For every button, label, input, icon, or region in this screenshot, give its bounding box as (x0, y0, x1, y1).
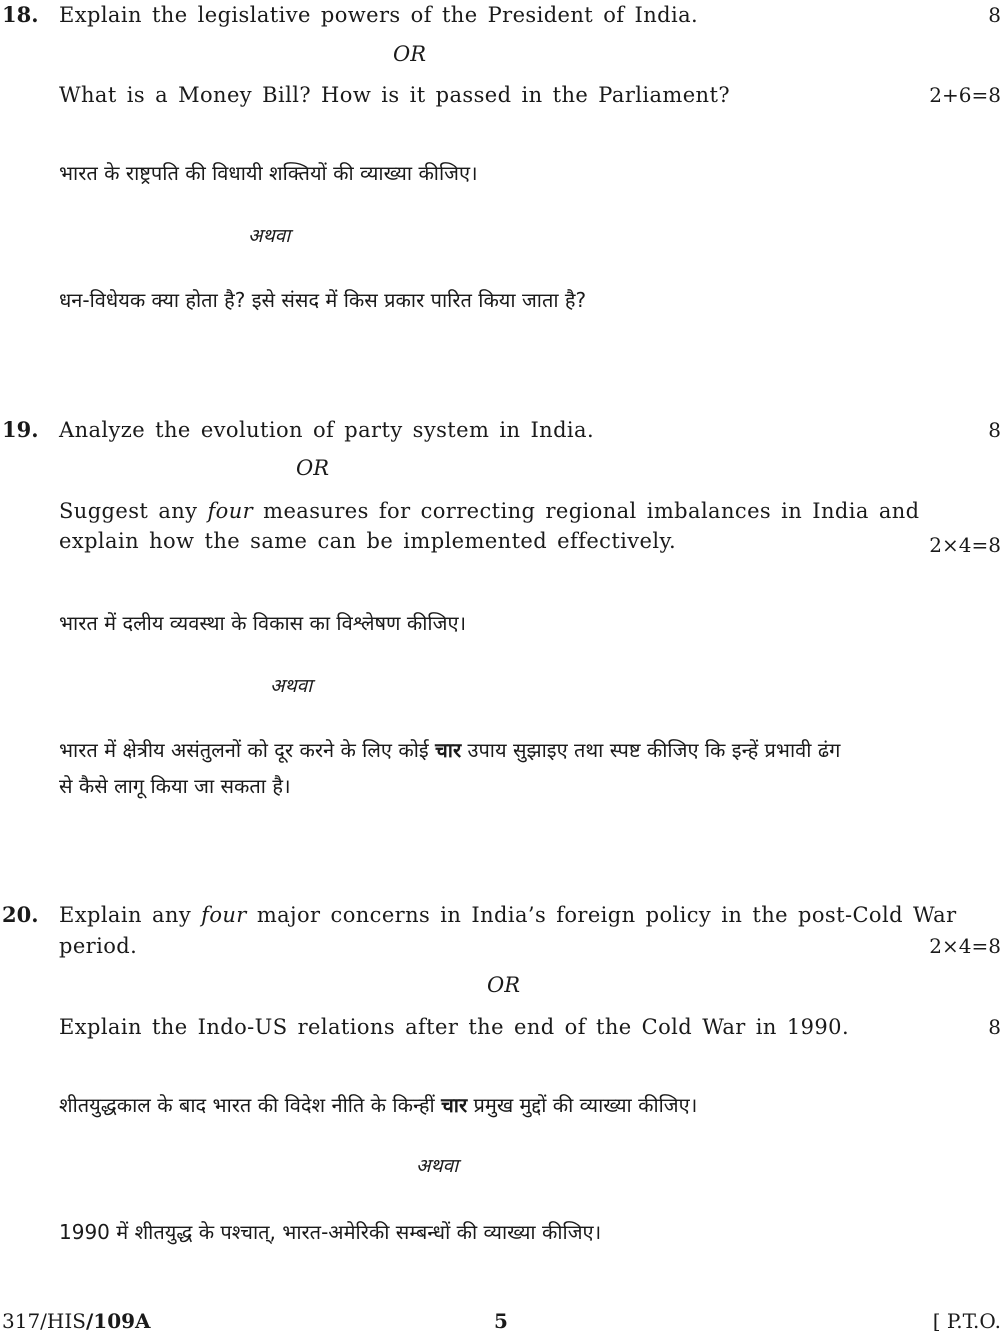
marks: 8 (988, 3, 1001, 27)
marks: 2×4=8 (929, 934, 1001, 958)
alternative-question-hi: 1990 में शीतयुद्ध के पश्चात्, भारत-अमेरिकी सम्बन्धों की व्याख्या कीजिए। (59, 1220, 602, 1244)
alternative-question-hi-line2: से कैसे लागू किया जा सकता है। (59, 774, 291, 798)
alternative-question-hi-line1: भारत में क्षेत्रीय असंतुलनों को दूर करने के लिए कोई चार उपाय सुझाइए तथा स्पष्ट कीजिए कि इन्हें प्रभावी ढंग (59, 738, 841, 762)
pto-label: [ P.T.O. (932, 1309, 1001, 1333)
or-label: OR (487, 973, 521, 997)
question-number: 20. (2, 902, 39, 927)
question-text-en: Explain the legislative powers of the President of India. (59, 3, 699, 27)
question-number: 18. (2, 2, 39, 27)
alternative-question-en: What is a Money Bill? How is it passed in the Parliament? (59, 83, 730, 107)
question-text-en-line1: Explain any four major concerns in India’s foreign policy in the post-Cold War (59, 903, 957, 927)
page-number: 5 (494, 1309, 508, 1333)
alternative-question-en-line1: Suggest any four measures for correcting regional imbalances in India and (59, 499, 920, 523)
alternative-question-en: Explain the Indo-US relations after the end of the Cold War in 1990. (59, 1015, 850, 1039)
or-label: OR (393, 42, 427, 66)
question-text-hi: भारत के राष्ट्रपति की विधायी शक्तियों की व्याख्या कीजिए। (59, 161, 478, 185)
or-label-hi: अथवा (248, 225, 291, 247)
question-text-hi: भारत में दलीय व्यवस्था के विकास का विश्लेषण कीजिए। (59, 611, 467, 635)
marks: 8 (988, 418, 1001, 442)
question-number: 19. (2, 417, 39, 442)
alternative-question-en-line2: explain how the same can be implemented effectively. (59, 529, 677, 553)
or-label-hi: अथवा (416, 1155, 459, 1177)
marks: 2+6=8 (929, 83, 1001, 107)
alternative-question-hi: धन-विधेयक क्या होता है? इसे संसद में किस प्रकार पारित किया जाता है? (59, 288, 587, 312)
question-text-hi: शीतयुद्धकाल के बाद भारत की विदेश नीति के किन्हीं चार प्रमुख मुद्दों की व्याख्या कीजिए। (59, 1093, 698, 1117)
paper-code: 317/HIS/109A (2, 1309, 151, 1333)
question-text-en-line2: period. (59, 934, 138, 958)
or-label: OR (296, 456, 330, 480)
marks: 8 (988, 1015, 1001, 1039)
or-label-hi: अथवा (270, 675, 313, 697)
question-text-en: Analyze the evolution of party system in India. (59, 418, 595, 442)
marks: 2×4=8 (929, 533, 1001, 557)
